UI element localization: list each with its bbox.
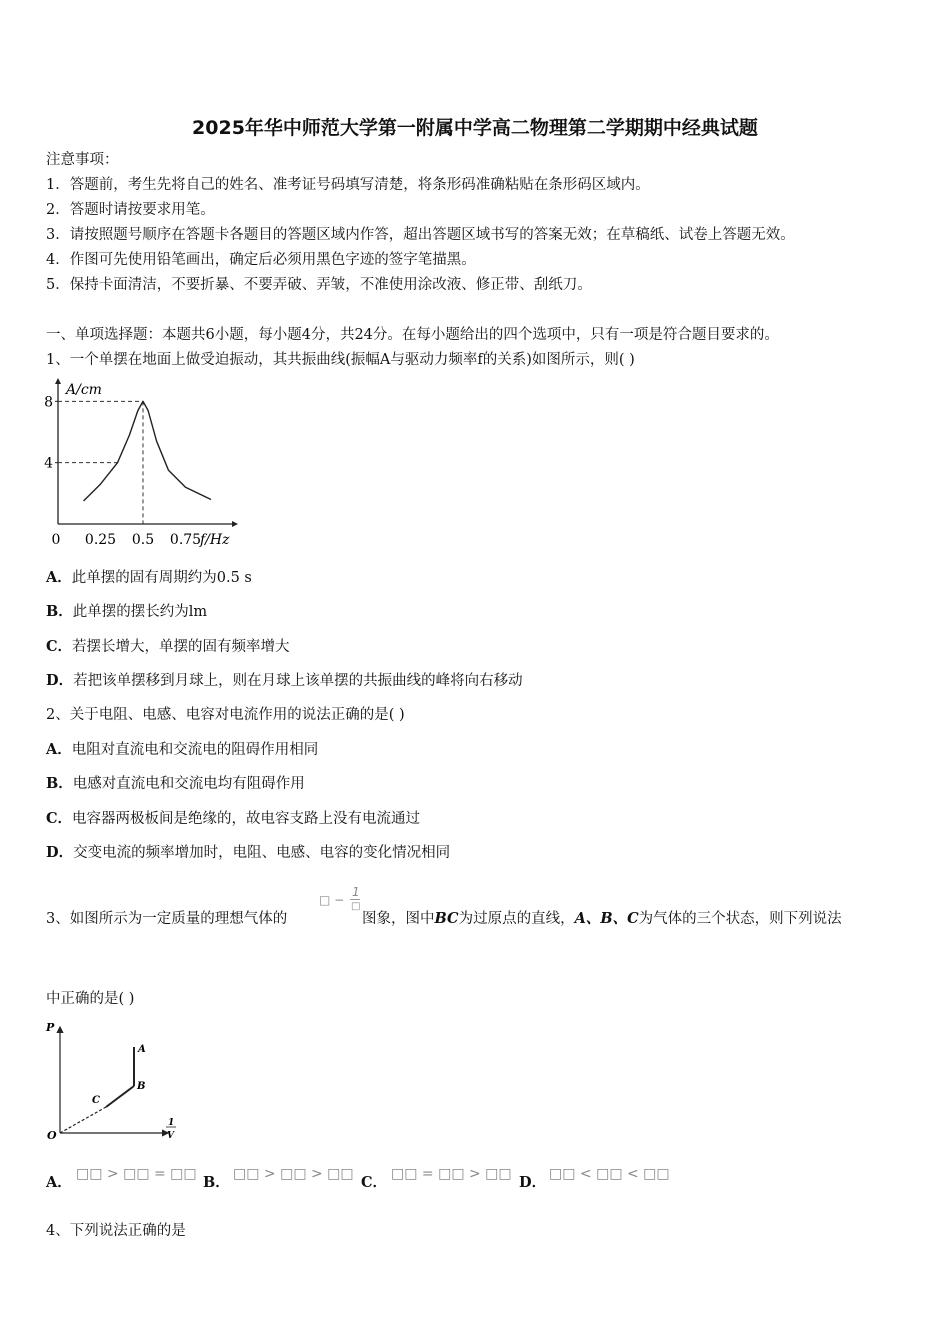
q3-formula-bar [350,899,360,900]
notice-heading: 注意事项： [46,152,119,168]
q1-y-tick-label: 4 [44,455,53,472]
q3-point-c: C [92,1095,100,1106]
q3-option-b-letter: B． [203,1174,230,1191]
q1-y-tick-label: 8 [44,394,53,411]
q3-stem-abc: A、B、C [574,910,639,927]
q2-option-d: 交变电流的频率增加时，电阻、电感、电容的变化情况相同 [73,845,451,861]
q3-stem-c: 为过原点的直线， [458,911,575,927]
q2-option-c-letter: C． [46,810,73,827]
notice-item-1: 1．答题前，考生先将自己的姓名、准考证号码填写清楚，将条形码准确粘贴在条形码区域内。 [46,177,650,193]
q1-option-a-letter: A． [46,569,72,586]
notice-item-3: 3．请按照题号顺序在答题卡各题目的答题区域内作答，超出答题区域书写的答案无效；在草稿纸、试卷上答题无效。 [46,227,795,243]
q2-option-d-letter: D． [46,844,74,861]
q1-x-arrow [232,521,238,527]
q3-point-a: A [138,1044,146,1055]
q1-x-tick-label: 0 [51,532,61,548]
q3-option-a-letter: A． [46,1174,72,1191]
notice-item-4: 4．作图可先使用铅笔画出，确定后必须用黑色字迹的签字笔描黑。 [46,252,476,268]
q3-segment-cb [106,1086,134,1107]
q3-origin-label: O [47,1129,57,1142]
q2-option-a: 电阻对直流电和交流电的阻碍作用相同 [71,742,319,758]
q1-option-b-letter: B． [46,603,73,620]
q3-x-label-num: 1 [168,1118,175,1128]
q1-option-d-letter: D． [46,672,74,689]
q3-option-d: □□ < □□ < □□ [549,1166,670,1182]
q1-option-c: 若摆长增大，单摆的固有频率增大 [72,639,290,655]
q3-formula-mid: □ − [319,893,345,907]
q3-stem-b: 图象，图中 [362,911,435,927]
q1-option-a: 此单摆的固有周期约为0.5 s [71,570,252,586]
notice-item-2: 2．答题时请按要求用笔。 [46,202,215,218]
q1-x-tick-label: 0.5 [131,532,155,548]
q3-formula-bot: □ [351,901,361,912]
q3-point-b: B [137,1081,146,1092]
q3-option-a: □□ > □□ = □□ [76,1166,197,1182]
section-heading: 一、单项选择题：本题共6小题，每小题4分，共24分。在每小题给出的四个选项中，只有一项是符合题目要求的。 [46,327,779,343]
q1-y-arrow [55,378,61,384]
q3-dashed-line [60,1107,106,1133]
q2-stem: 2、关于电阻、电感、电容对电流作用的说法正确的是( ) [46,707,405,723]
q1-option-b: 此单摆的摆长约为lm [72,604,208,620]
q2-option-c: 电容器两极板间是绝缘的，故电容支路上没有电流通过 [72,811,421,827]
q1-stem: 1、一个单摆在地面上做受迫振动，其共振曲线(振幅A与驱动力频率f的关系)如图所示，则( ) [46,352,635,368]
q3-stem-a: 3、如图所示为一定质量的理想气体的 [46,911,288,927]
q3-option-c-letter: C． [361,1174,388,1191]
q3-y-label: P [46,1021,55,1034]
q1-resonance-chart [40,378,240,550]
q3-option-b: □□ > □□ > □□ [233,1166,354,1182]
q3-x-label-den: V [167,1131,174,1141]
q2-option-b: 电感对直流电和交流电均有阻碍作用 [72,776,305,792]
q1-x-tick-label: 0.75 [169,532,202,548]
q3-formula-top: 1 [352,885,360,899]
q1-option-d: 若把该单摆移到月球上，则在月球上该单摆的共振曲线的峰将向右移动 [73,673,523,689]
q1-x-label: f/Hz [200,532,230,548]
q2-option-a-letter: A． [46,741,72,758]
q3-stem-d: 为气体的三个状态，则下列说法 [638,911,842,927]
q1-x-tick-label: 0.25 [84,532,117,548]
q3-pv-diagram [40,1015,190,1145]
q3-option-d-letter: D． [519,1174,547,1191]
q4-stem: 4、下列说法正确的是 [46,1223,186,1239]
q3-stem-e: 中正确的是( ) [46,991,135,1007]
notice-item-5: 5．保持卡面清洁，不要折暴、不要弄破、弄皱，不准使用涂改液、修正带、刮纸刀。 [46,277,592,293]
q3-stem-bc: BC [434,910,459,927]
page-title: 2025年华中师范大学第一附属中学高二物理第二学期期中经典试题 [192,117,758,139]
q1-y-label: A/cm [66,382,102,398]
q2-option-b-letter: B． [46,775,73,792]
q1-option-c-letter: C． [46,638,73,655]
q3-option-c: □□ = □□ > □□ [391,1166,512,1182]
q1-series-line [84,401,212,501]
